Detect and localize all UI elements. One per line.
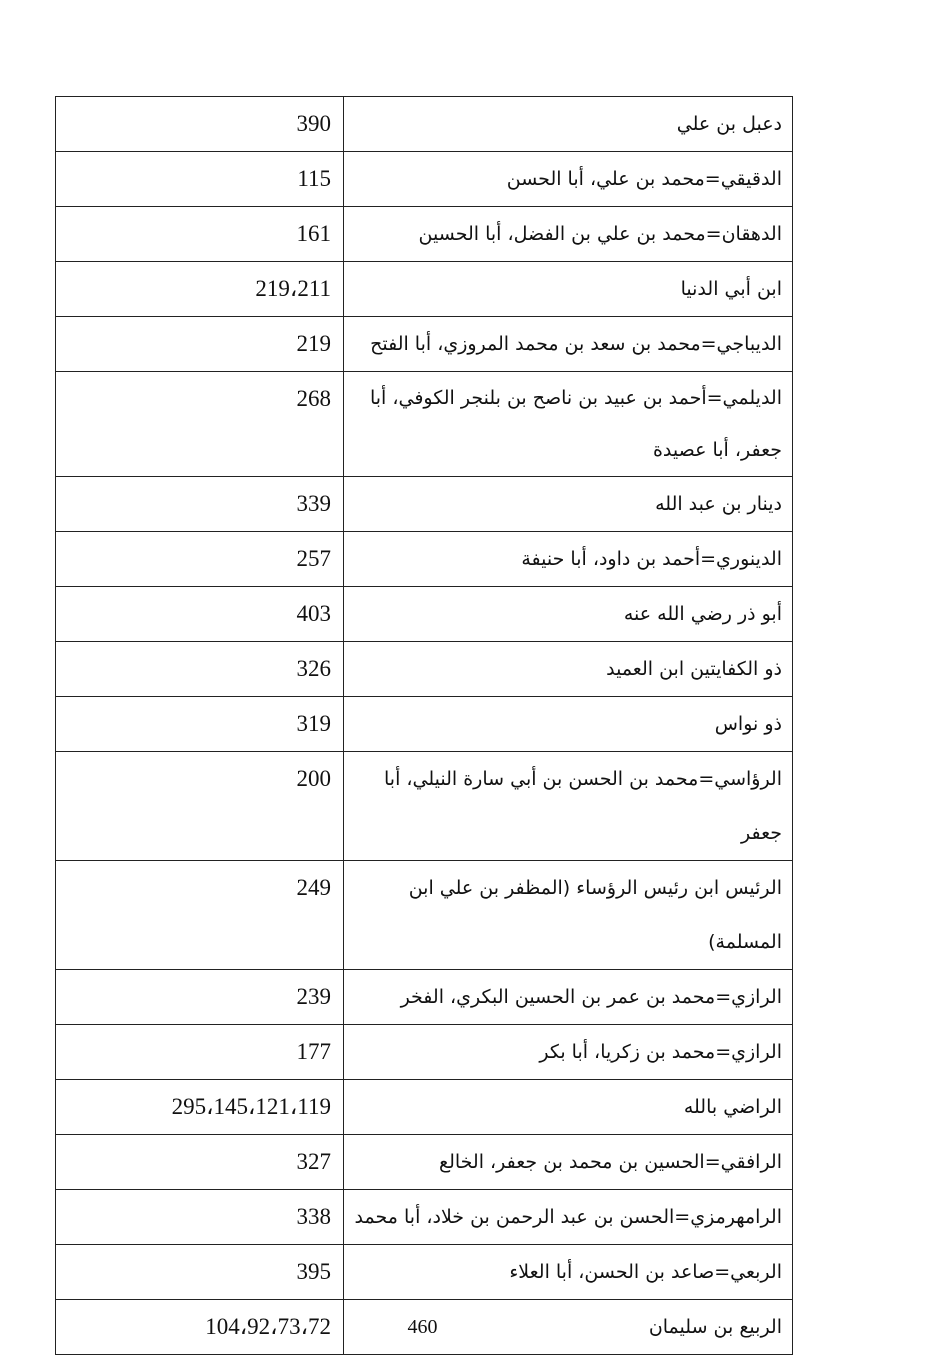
name-cell: الرافقي=الحسين بن محمد بن جعفر، الخالع (344, 1135, 793, 1190)
table-row (56, 1190, 793, 1245)
table-row (56, 1080, 793, 1135)
name-cell: ذو الكفايتين ابن العميد (344, 642, 793, 697)
page-refs-cell: 219 (56, 317, 344, 372)
page-refs-cell: 339 (56, 477, 344, 532)
page-refs-cell: 326 (56, 642, 344, 697)
name-cell: الديلمي=أحمد بن عبيد بن ناصح بن بلنجر الكوفي، أبا جعفر، أبا عصيدة (344, 372, 793, 477)
page-refs-cell: 295،145،121،119 (56, 1080, 344, 1135)
page-refs-cell: 327 (56, 1135, 344, 1190)
page-refs-cell: 200 (56, 752, 344, 861)
table-row (56, 697, 793, 752)
name-cell: الراضي بالله (344, 1080, 793, 1135)
table-row (56, 207, 793, 262)
table-row (56, 372, 793, 477)
table-row (56, 1135, 793, 1190)
table-row (56, 532, 793, 587)
page-refs-cell: 161 (56, 207, 344, 262)
page-refs-cell: 319 (56, 697, 344, 752)
name-cell: ذو نواس (344, 697, 793, 752)
name-cell: الدينوري=أحمد بن داود، أبا حنيفة (344, 532, 793, 587)
table-row (56, 642, 793, 697)
table-row (56, 587, 793, 642)
page-refs-cell: 104،92،73،72 (56, 1300, 344, 1355)
name-cell: الرازي=محمد بن عمر بن الحسين البكري، الفخر (344, 970, 793, 1025)
page-refs-cell: 219،211 (56, 262, 344, 317)
table-row (56, 1025, 793, 1080)
name-cell: دعبل بن علي (344, 97, 793, 152)
page-refs-cell: 257 (56, 532, 344, 587)
name-cell: الدهقان=محمد بن علي بن الفضل، أبا الحسين (344, 207, 793, 262)
page-refs-cell: 403 (56, 587, 344, 642)
table-row (56, 477, 793, 532)
table-row (56, 317, 793, 372)
name-cell: الدقيقي=محمد بن علي، أبا الحسن (344, 152, 793, 207)
name-cell: ابن أبي الدنيا (344, 262, 793, 317)
index-table (55, 96, 793, 1355)
table-row (56, 262, 793, 317)
table-row (56, 152, 793, 207)
name-cell: الرئيس ابن رئيس الرؤساء (المظفر بن علي ابن المسلمة) (344, 861, 793, 970)
table-row (56, 970, 793, 1025)
table-row (56, 97, 793, 152)
page-refs-cell: 239 (56, 970, 344, 1025)
name-cell: الرؤاسي=محمد بن الحسن بن أبي سارة النيلي، أبا جعفر (344, 752, 793, 861)
name-cell: الرامهرمزي=الحسن بن عبد الرحمن بن خلاد، أبا محمد (344, 1190, 793, 1245)
page-refs-cell: 249 (56, 861, 344, 970)
index-table-body (56, 97, 793, 1355)
table-row (56, 752, 793, 861)
page-refs-cell: 390 (56, 97, 344, 152)
name-cell: الديباجي=محمد بن سعد بن محمد المروزي، أبا الفتح (344, 317, 793, 372)
page-refs-cell: 115 (56, 152, 344, 207)
name-cell: الربيع بن سليمان (344, 1300, 793, 1355)
table-row (56, 861, 793, 970)
name-cell: دينار بن عبد الله (344, 477, 793, 532)
page-refs-cell: 395 (56, 1245, 344, 1300)
name-cell: أبو ذر رضي الله عنه (344, 587, 793, 642)
page-refs-cell: 268 (56, 372, 344, 477)
page-refs-cell: 177 (56, 1025, 344, 1080)
table-row (56, 1245, 793, 1300)
page-refs-cell: 338 (56, 1190, 344, 1245)
name-cell: الربعي=صاعد بن الحسن، أبا العلاء (344, 1245, 793, 1300)
page-number: 460 (407, 1316, 438, 1338)
name-cell: الرازي=محمد بن زكريا، أبا بكر (344, 1025, 793, 1080)
